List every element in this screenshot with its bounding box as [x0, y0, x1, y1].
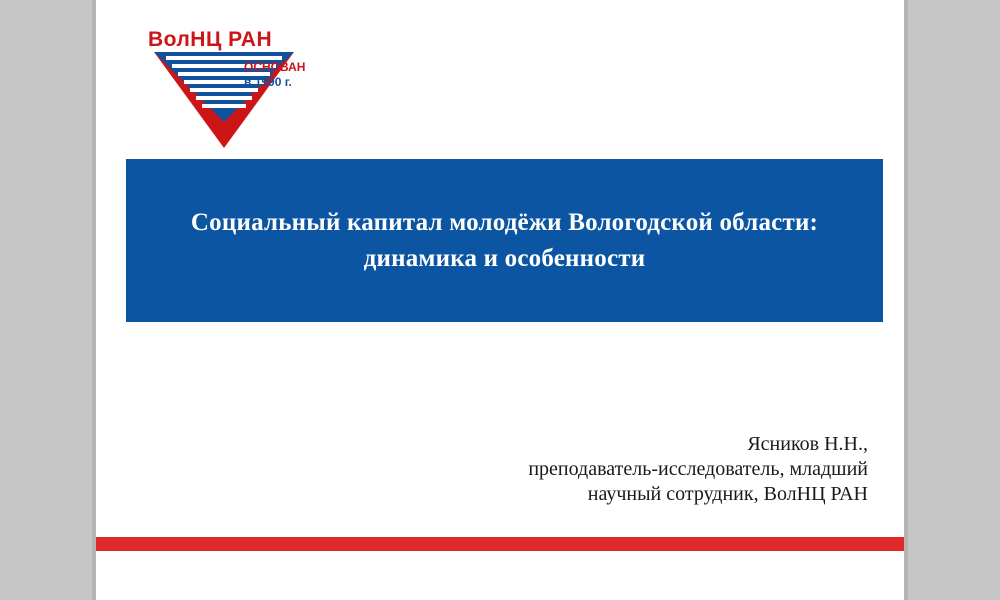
slide-title-line1: Социальный капитал молодёжи Вологодской области: — [190, 208, 819, 236]
logo-wordmark: ВолНЦ РАН — [148, 28, 273, 51]
author-role-line1: преподаватель-исследователь, младший — [528, 458, 868, 480]
logo-founded-text — [244, 60, 332, 90]
author-role-line2: научный сотрудник, ВолНЦ РАН — [587, 483, 868, 505]
author-name: Ясников Н.Н., — [747, 433, 868, 455]
author-block — [308, 432, 868, 507]
volnc-ran-logo — [144, 10, 316, 150]
slide-title-line2: динамика и особенности — [363, 244, 646, 272]
logo-founded-line2: в 1990 г. — [244, 75, 292, 89]
accent-bar — [96, 537, 904, 551]
slide-footer-area — [96, 551, 904, 600]
logo-founded-line1: ОСНОВАН — [244, 60, 306, 74]
slide-page — [96, 0, 904, 600]
title-banner — [126, 159, 883, 322]
slide-title — [143, 205, 866, 277]
